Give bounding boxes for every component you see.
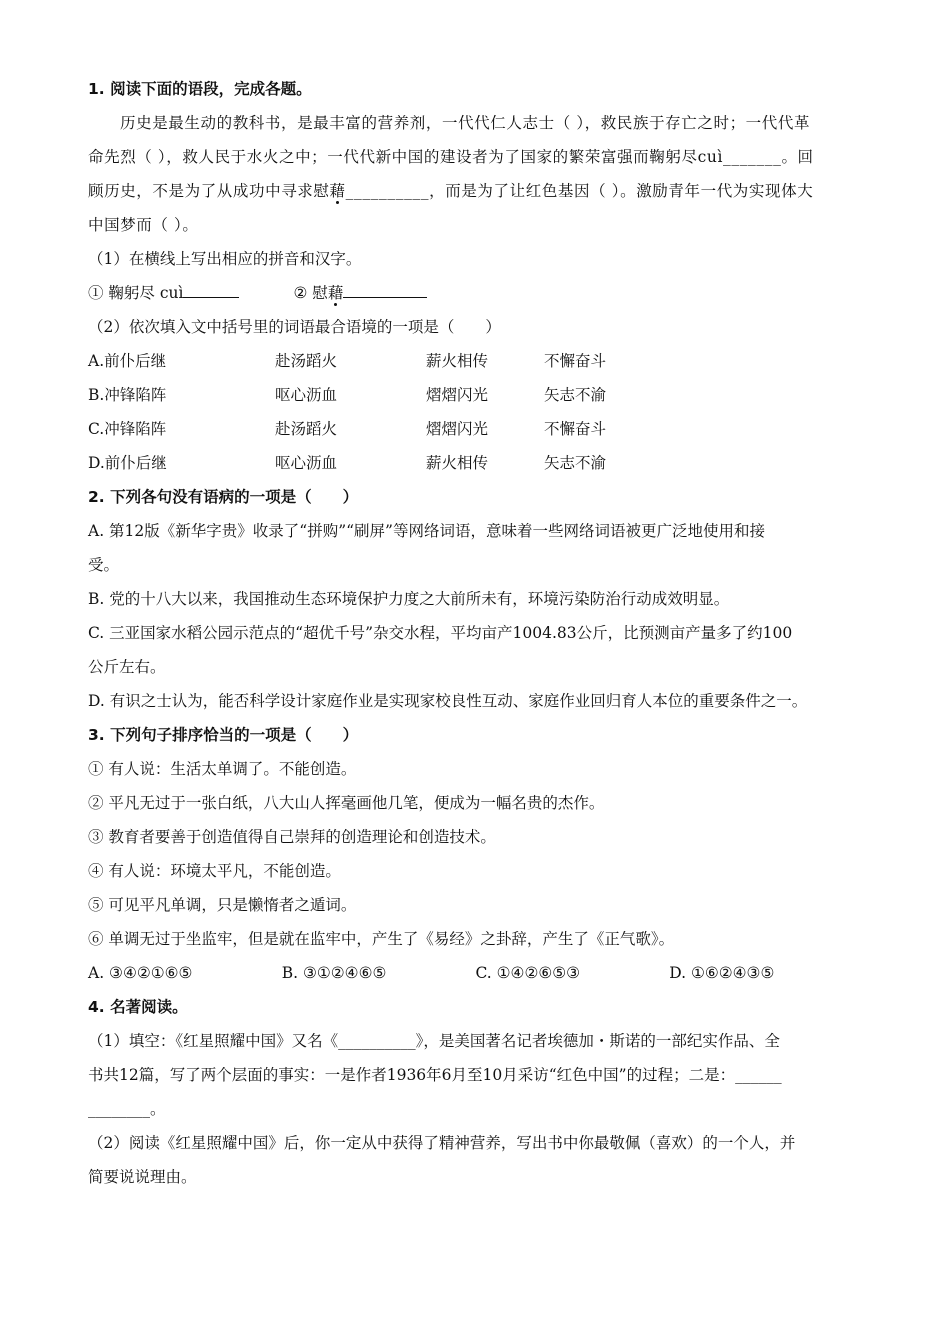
q3-choice-a[interactable]: A. ③④②①⑥⑤ (88, 964, 193, 982)
q4-part2-line-1: （2）阅读《红星照耀中国》后，你一定从中获得了精神营养，写出书中你最敬佩（喜欢）的一个人，并 (88, 1134, 796, 1152)
q1-title: 1. 阅读下面的语段，完成各题。 (88, 80, 312, 98)
q2-option-d[interactable]: D. 有识之士认为，能否科学设计家庭作业是实现家校良性互动、家庭作业回归育人本位的重要条件之一。 (88, 692, 808, 710)
q4-title: 4. 名著阅读。 (88, 998, 188, 1016)
q2-option-b[interactable]: B. 党的十八大以来，我国推动生态环境保护力度之大前所未有，环境污染防治行动成效明显。 (88, 590, 730, 608)
option-cell: 矢志不渝 (544, 386, 607, 404)
q2-option-a-cont: 受。 (88, 556, 120, 574)
option-row[interactable] (88, 446, 863, 480)
answer-blank[interactable] (343, 279, 427, 298)
q1-sub1-items (88, 276, 863, 310)
q1-passage-line-4: 中国梦而（ ）。 (88, 216, 199, 234)
q4-part1-line-2: 书共12篇，写了两个层面的事实：一是作者1936年6月至10月采访“红色中国”的过程；二是：______ (88, 1066, 782, 1084)
option-cell: 薪火相传 (426, 454, 489, 472)
q3-sentence: ④ 有人说：环境太平凡，不能创造。 (88, 862, 341, 880)
option-cell: 不懈奋斗 (544, 420, 607, 438)
q3-sentence: ⑤ 可见平凡单调，只是懒惰者之遁词。 (88, 896, 357, 914)
option-cell: 赴汤蹈火 (275, 420, 338, 438)
q2-option-c-cont: 公斤左右。 (88, 658, 166, 676)
option-cell: 呕心沥血 (275, 386, 338, 404)
option-row[interactable] (88, 378, 863, 412)
q2-option-a[interactable]: A. 第12版《新华字贵》收录了“拼购”“刷屏”等网络词语，意味着一些网络词语被更广泛地使用和接 (88, 522, 765, 540)
option-row[interactable] (88, 344, 863, 378)
q1-passage-line-3b: __________，而是为了让红色基因（ ）。激励青年一代为实现体大 (345, 182, 814, 200)
option-cell: C.冲锋陷阵 (88, 420, 167, 438)
option-cell: 不懈奋斗 (544, 352, 607, 370)
q1-passage-line-1: 历史是最生动的教科书，是最丰富的营养剂，一代代仁人志士（ ），救民族于存亡之时；一代代革 (120, 114, 811, 132)
option-cell: 呕心沥血 (275, 454, 338, 472)
q3-choices (88, 956, 863, 990)
answer-blank[interactable] (183, 279, 239, 298)
q1-passage-line-3a: 顾历史，不是为了从成功中寻求慰 (88, 182, 330, 200)
option-cell: A.前仆后继 (88, 352, 167, 370)
q3-sentence: ① 有人说：生活太单调了。不能创造。 (88, 760, 357, 778)
q1-sub1-item-1: ① 鞠躬尽 cuì (88, 284, 184, 302)
option-cell: 薪火相传 (426, 352, 489, 370)
q4-part1-line-3: ________。 (88, 1100, 166, 1118)
q3-choice-c[interactable]: C. ①④②⑥⑤③ (475, 964, 581, 982)
q1-sub1-prompt: （1）在横线上写出相应的拼音和汉字。 (88, 250, 362, 268)
q1-emphasis-char: 藉 (329, 182, 346, 200)
q3-sentence: ② 平凡无过于一张白纸，八大山人挥毫画他几笔，便成为一幅名贵的杰作。 (88, 794, 605, 812)
q4-part2-line-2: 简要说说理由。 (88, 1168, 197, 1186)
option-row[interactable] (88, 412, 863, 446)
q3-title: 3. 下列句子排序恰当的一项是（ ） (88, 726, 359, 744)
q3-choice-b[interactable]: B. ③①②④⑥⑤ (281, 964, 387, 982)
q2-title: 2. 下列各句没有语病的一项是（ ） (88, 488, 359, 506)
q1-sub2-prompt: （2）依次填入文中括号里的词语最合语境的一项是（ ） (88, 318, 501, 336)
q4-part1-line-1: （1）填空：《红星照耀中国》又名《__________》，是美国著名记者埃德加・斯诺的一部纪实作品、全 (88, 1032, 780, 1050)
q3-choice-d[interactable]: D. ①⑥②④③⑤ (669, 964, 775, 982)
q1-passage-line-3 (88, 174, 863, 208)
option-cell: 熠熠闪光 (426, 420, 489, 438)
q3-sentence: ⑥ 单调无过于坐监牢，但是就在监牢中，产生了《易经》之卦辞，产生了《正气歌》。 (88, 930, 675, 948)
q1-sub1-item-2-char: 藉 (327, 284, 344, 302)
exam-page (88, 72, 863, 1194)
option-cell: 赴汤蹈火 (275, 352, 338, 370)
option-cell: 矢志不渝 (544, 454, 607, 472)
q1-passage-line-2: 命先烈（ ），救人民于水火之中；一代代新中国的建设者为了国家的繁荣富强而鞠躬尽cuì_______。回 (88, 148, 814, 166)
q2-option-c[interactable]: C. 三亚国家水稻公园示范点的“超优千号”杂交水程，平均亩产1004.83公斤，比预测亩产量多了约100 (88, 624, 793, 642)
option-cell: D.前仆后继 (88, 454, 167, 472)
option-cell: B.冲锋陷阵 (88, 386, 167, 404)
option-cell: 熠熠闪光 (426, 386, 489, 404)
q1-sub1-item-2: ② 慰 (293, 284, 328, 302)
q3-sentence: ③ 教育者要善于创造值得自己崇拜的创造理论和创造技术。 (88, 828, 496, 846)
